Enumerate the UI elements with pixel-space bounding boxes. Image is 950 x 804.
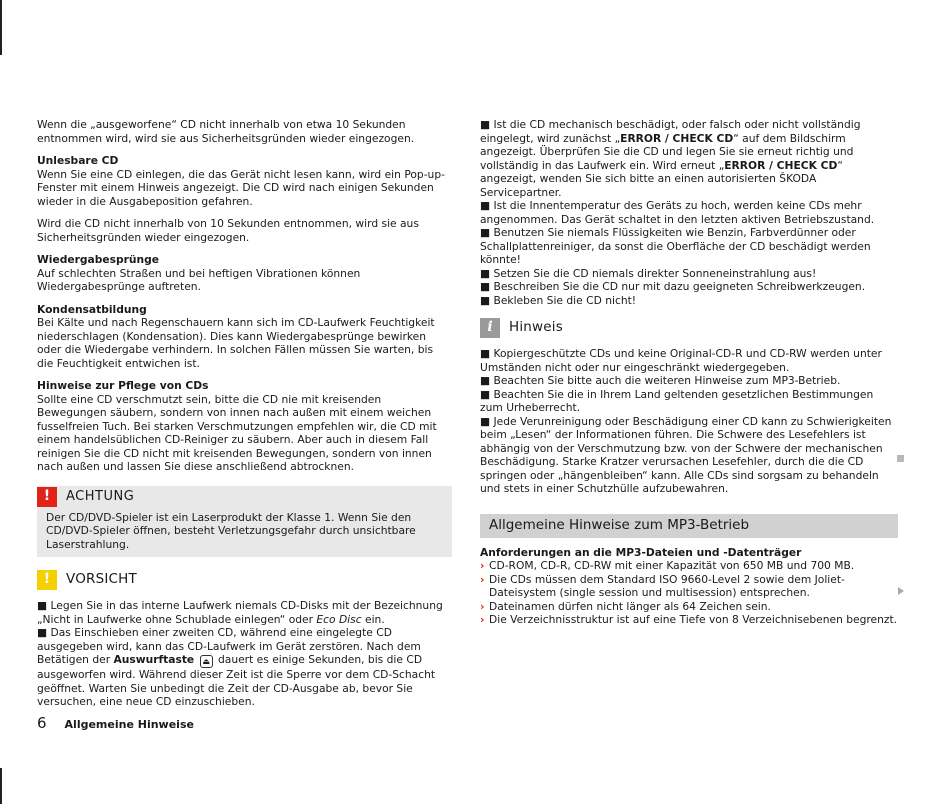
list-item: ■ Bekleben Sie die CD nicht! <box>480 293 637 307</box>
arrow-right-icon: › <box>480 559 485 572</box>
achtung-header <box>37 486 452 508</box>
right-column <box>480 118 898 627</box>
intro-paragraph: Wenn die „ausgeworfene“ CD nicht innerhalb von etwa 10 Sekunden entnommen wird, wird sie aus Sicherheitsgründen wieder eingezogen. <box>37 118 415 145</box>
heading-care: Hinweise zur Pflege von CDs <box>37 379 209 392</box>
section-unreadable <box>37 154 452 208</box>
achtung-title: ACHTUNG <box>66 488 135 504</box>
vorsicht-title: VORSICHT <box>66 571 137 588</box>
hinweis-item-4: ■ Jede Verunreinigung oder Beschädigung einer CD kann zu Schwierigkeiten beim „Lesen“ der Informationen führen. Die Schwere des Lesefehlers ist abhängig von der Verschmutzung bzw. von der Schwere der mechanischen Beschädigung. Starke Kratzer verursachen Lesefehler, durch die die CD springen oder „hängenbleiben“ kann. Alle CDs sind sorgsam zu behandeln und stets in einer Schutzhülle aufzubewahren. <box>480 414 892 495</box>
section-care <box>37 379 452 474</box>
section-end-square-icon <box>897 455 904 462</box>
list-item: ■ Ist die CD mechanisch beschädigt, oder falsch oder nicht vollständig eingelegt, wird zunächst „ERROR / CHECK CD“ auf dem Bildschirm angezeigt. Überprüfen Sie die CD und legen Sie sie erneut richtig und vollständig in das Laufwerk ein. Wird erneut „ERROR / CHECK CD“ angezeigt, wenden Sie sich bitte an einen autorisierten ŠKODA Servicepartner. <box>480 118 861 199</box>
arrow-right-icon: › <box>480 613 485 626</box>
hinweis-item-3: ■ Beachten Sie die in Ihrem Land geltenden gesetzlichen Bestimmungen zum Urheberrecht. <box>480 387 874 414</box>
list-item: › Dateinamen dürfen nicht länger als 64 Zeichen sein. <box>480 599 771 613</box>
heading-unreadable: Unlesbare CD <box>37 154 119 167</box>
info-icon: i <box>480 318 500 338</box>
list-item: › Die Verzeichnisstruktur ist auf eine Tiefe von 8 Verzeichnisebenen begrenzt. <box>480 613 898 626</box>
heading-condensation: Kondensatbildung <box>37 302 147 316</box>
caution-exclamation-icon: ! <box>37 570 57 590</box>
vorsicht-item-1: ■ Legen Sie in das interne Laufwerk niemals CD-Disks mit der Bezeichnung „Nicht in Laufwerke ohne Schublade einlegen“ oder Eco Disc ein. <box>37 599 443 626</box>
page-footer <box>37 714 194 732</box>
section-condensation <box>37 303 452 371</box>
crop-mark-bottom <box>0 768 2 804</box>
list-item: › Die CDs müssen dem Standard ISO 9660-Level 2 sowie dem Joliet-Dateisystem (single session und multisession) entsprechen. <box>480 572 845 599</box>
continue-triangle-icon <box>898 587 904 595</box>
warning-exclamation-icon: ! <box>37 487 57 507</box>
achtung-text: Der CD/DVD-Spieler ist ein Laserprodukt der Klasse 1. Wenn Sie den CD/DVD-Spieler öffnen, besteht Verletzungsgefahr durch unsichtbare Laserstrahlung. <box>46 510 416 551</box>
hinweis-item-2: ■ Beachten Sie bitte auch die weiteren Hinweise zum MP3-Betrieb. <box>480 374 841 387</box>
footer-title: Allgemeine Hinweise <box>64 718 194 731</box>
mp3-requirements-list <box>480 559 898 627</box>
heading-skips: Wiedergabesprünge <box>37 253 160 266</box>
hinweis-title: Hinweis <box>509 319 563 336</box>
achtung-box <box>37 486 452 558</box>
list-item: ■ Ist die Innentemperatur des Geräts zu hoch, werden keine CDs mehr angenommen. Das Gerät schaltet in den letzten aktiven Betriebszustand. <box>480 199 875 226</box>
hinweis-box <box>480 317 898 496</box>
section-skips <box>37 253 452 294</box>
condensation-text: Bei Kälte und nach Regenschauern kann sich im CD-Laufwerk Feuchtigkeit niederschlagen (Kondensation). Dies kann Wiedergabesprünge bewirken oder die Wiedergabe verhindern. In solchen Fällen müssen Sie warten, bis die Feuchtigkeit entwichen ist. <box>37 316 435 370</box>
hinweis-item-1: ■ Kopiergeschützte CDs und keine Original-CD-R und CD-RW werden unter Umständen nicht oder nur eingeschränkt wiedergegeben. <box>480 347 882 374</box>
unreadable-text-2: Wird die CD nicht innerhalb von 10 Sekunden entnommen, wird sie aus Sicherheitsgründen wieder eingezogen. <box>37 217 419 244</box>
unreadable-text-1: Wenn Sie eine CD einlegen, die das Gerät nicht lesen kann, wird ein Pop-up-Fenster mit einem Hinweis angezeigt. Die CD wird nach einigen Sekunden wieder in die Ausgabeposition gefahren. <box>37 167 445 208</box>
cd-handling-list <box>480 118 898 307</box>
left-column <box>37 118 452 709</box>
mp3-section-title: Allgemeine Hinweise zum MP3-Betrieb <box>480 514 898 538</box>
skips-text: Auf schlechten Straßen und bei heftigen Vibrationen können Wiedergabesprünge auftreten. <box>37 266 361 293</box>
eject-key-icon: ⏏ <box>200 655 213 668</box>
care-text: Sollte eine CD verschmutzt sein, bitte die CD nie mit kreisenden Bewegungen säubern, sondern von innen nach außen mit einem weichen fusselfreien Tuch. Bei starken Verschmutzungen empfehlen wir, die CD mit einem handelsüblichen CD-Reiniger zu säubern. Aber auch in diesem Fall reinigen Sie die CD nicht mit kreisenden Bewegungen, sondern von innen nach außen und lassen Sie diese anschließend abtrocknen. <box>37 392 437 473</box>
crop-mark-top <box>0 0 2 55</box>
arrow-right-icon: › <box>480 572 485 586</box>
hinweis-header <box>480 317 898 339</box>
list-item: › CD-ROM, CD-R, CD-RW mit einer Kapazität von 650 MB und 700 MB. <box>480 559 855 572</box>
vorsicht-item-2: ■ Das Einschieben einer zweiten CD, während eine eingelegte CD ausgegeben wird, kann das CD-Laufwerk im Gerät zerstören. Nach dem Betätigen der Auswurftaste ⏏ dauert es einige Sekunden, bis die CD ausgeworfen wird. Während dieser Zeit ist die Sperre vor dem CD-Schacht geöffnet. Warten Sie unbedingt die Zeit der CD-Ausgabe ab, bevor Sie versuchen, eine neue CD einzuschieben. <box>37 626 436 708</box>
list-item: ■ Setzen Sie die CD niemals direkter Sonneneinstrahlung aus! <box>480 266 817 280</box>
vorsicht-header <box>37 569 452 591</box>
list-item: ■ Benutzen Sie niemals Flüssigkeiten wie Benzin, Farbverdünner oder Schallplattenreiniger, da sonst die Oberfläche der CD beschädigt werden könnte! <box>480 226 871 266</box>
vorsicht-box <box>37 569 452 709</box>
page-number: 6 <box>37 714 47 732</box>
arrow-right-icon: › <box>480 599 485 613</box>
mp3-sub-heading: Anforderungen an die MP3-Dateien und -Datenträger <box>480 545 802 559</box>
list-item: ■ Beschreiben Sie die CD nur mit dazu geeigneten Schreibwerkzeugen. <box>480 280 866 293</box>
